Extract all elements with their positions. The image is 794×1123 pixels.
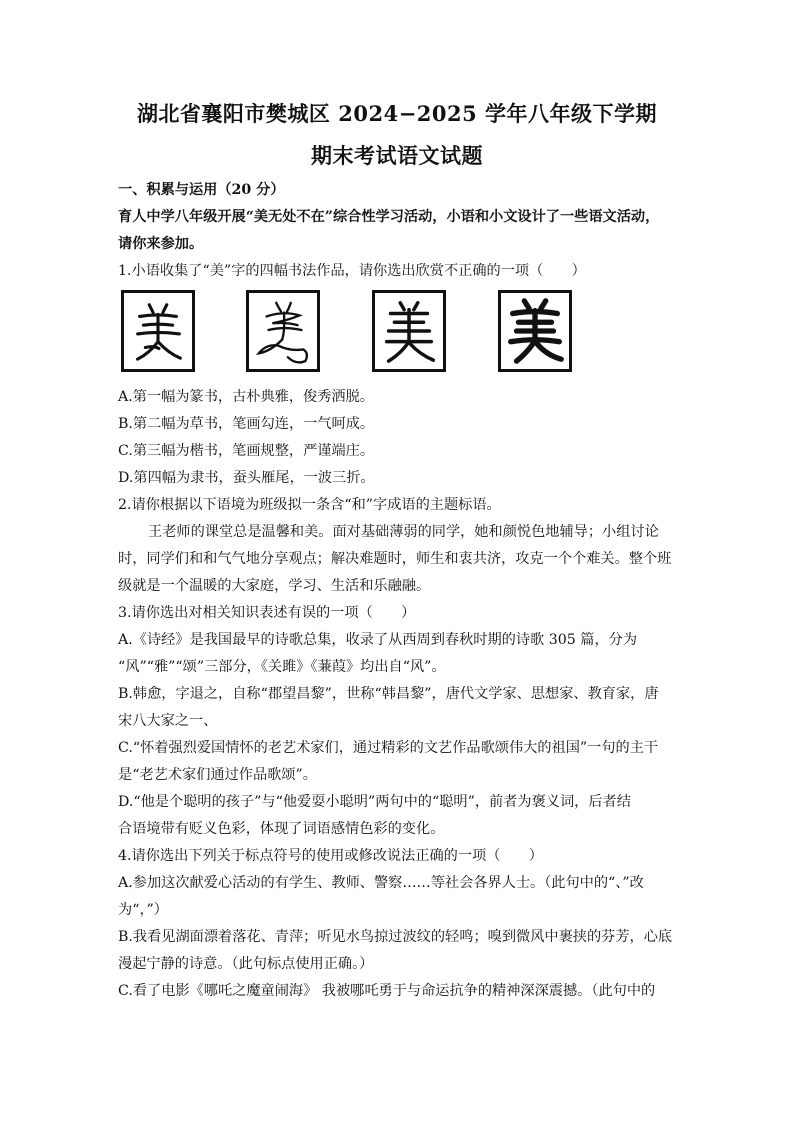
q2-stem: 2.请你根据以下语境为班级拟一条含“和”字成语的主题标语。 (118, 497, 501, 513)
q4-line5: C.看了电影《哪吒之魔童闹海》 我被哪吒勇于与命运抗争的精神深深震撼。（此句中的 (118, 983, 656, 999)
q4-line2: 为“，”） (118, 902, 168, 918)
regular-icon (375, 292, 443, 370)
calligraphy-seal-image (121, 290, 195, 372)
q3-line5: C.“怀着强烈爱国情怀的老艺术家们，通过精彩的文艺作品歌颂伟大的祖国”一句的主干 (118, 740, 659, 756)
q3-line2: “风”“雅”“颂”三部分，《关雎》《蒹葭》均出自“风”。 (118, 659, 446, 675)
cursive-icon (249, 292, 317, 370)
q1-stem: 1.小语收集了“美”字的四幅书法作品，请你选出欣赏不正确的一项（ ） (118, 263, 586, 279)
q4-stem: 4.请你选出下列关于标点符号的使用或修改说法正确的一项（ ） (118, 848, 543, 864)
section-intro-line1: 育人中学八年级开展“美无处不在”综合性学习活动，小语和小文设计了一些语文活动， (118, 209, 660, 225)
q3-line3: B.韩愈，字退之，自称“郡望昌黎”，世称“韩昌黎”，唐代文学家、思想家、教育家，唐 (118, 686, 659, 702)
q2-passage-line1: 王老师的课堂总是温馨和美。面对基础薄弱的同学，她和颜悦色地辅导；小组讨论 (148, 524, 659, 540)
q2-passage-line2: 时，同学们和和气气地分享观点；解决难题时，师生和衷共济，攻克一个个难关。整个班 (118, 551, 672, 567)
exam-title-line2: 期末考试语文试题 (311, 143, 483, 168)
q3-line6: 是“老艺术家们通过作品歌颂”。 (118, 767, 317, 783)
q3-line4: 宋八大家之一、 (118, 713, 218, 729)
q3-stem: 3.请你选出对相关知识表述有误的一项（ ） (118, 605, 416, 621)
q3-line1: A.《诗经》是我国最早的诗歌总集，收录了从西周到春秋时期的诗歌 305 篇，分为 (118, 632, 638, 648)
clerical-icon (501, 292, 569, 370)
seal-icon (124, 292, 192, 370)
q3-line8: 合语境带有贬义色彩，体现了词语感情色彩的变化。 (118, 821, 445, 837)
q1-option-b: B.第二幅为草书，笔画勾连，一气呵成。 (118, 416, 375, 432)
exam-title-line1: 湖北省襄阳市樊城区 2024−2025 学年八年级下学期 (136, 101, 658, 126)
q4-line3: B.我看见湖面漂着落花、青萍；听见水鸟掠过波纹的轻鸣；嗅到微风中裹挟的芬芳，心底 (118, 929, 673, 945)
section-intro-line2: 请你来参加。 (118, 236, 204, 252)
q1-option-a: A.第一幅为篆书，古朴典雅，俊秀洒脱。 (118, 389, 374, 405)
section-heading: 一、积累与运用（20 分） (118, 182, 285, 198)
q4-line1: A.参加这次献爱心活动的有学生、教师、警察……等社会各界人士。（此句中的“、”改 (118, 875, 644, 891)
q1-option-c: C.第三幅为楷书，笔画规整，严谨端庄。 (118, 443, 375, 459)
q4-line4: 漫起宁静的诗意。（此句标点使用正确。） (118, 956, 374, 972)
calligraphy-regular-image (372, 290, 446, 372)
calligraphy-clerical-image (498, 290, 572, 372)
q2-passage-line3: 级就是一个温暖的大家庭，学习、生活和乐融融。 (118, 578, 431, 594)
q3-line7: D.“他是个聪明的孩子”与“他爱耍小聪明”两句中的“聪明”，前者为褒义词，后者结 (118, 794, 631, 810)
calligraphy-cursive-image (246, 290, 320, 372)
q1-option-d: D.第四幅为隶书，蚕头雁尾，一波三折。 (118, 470, 375, 486)
